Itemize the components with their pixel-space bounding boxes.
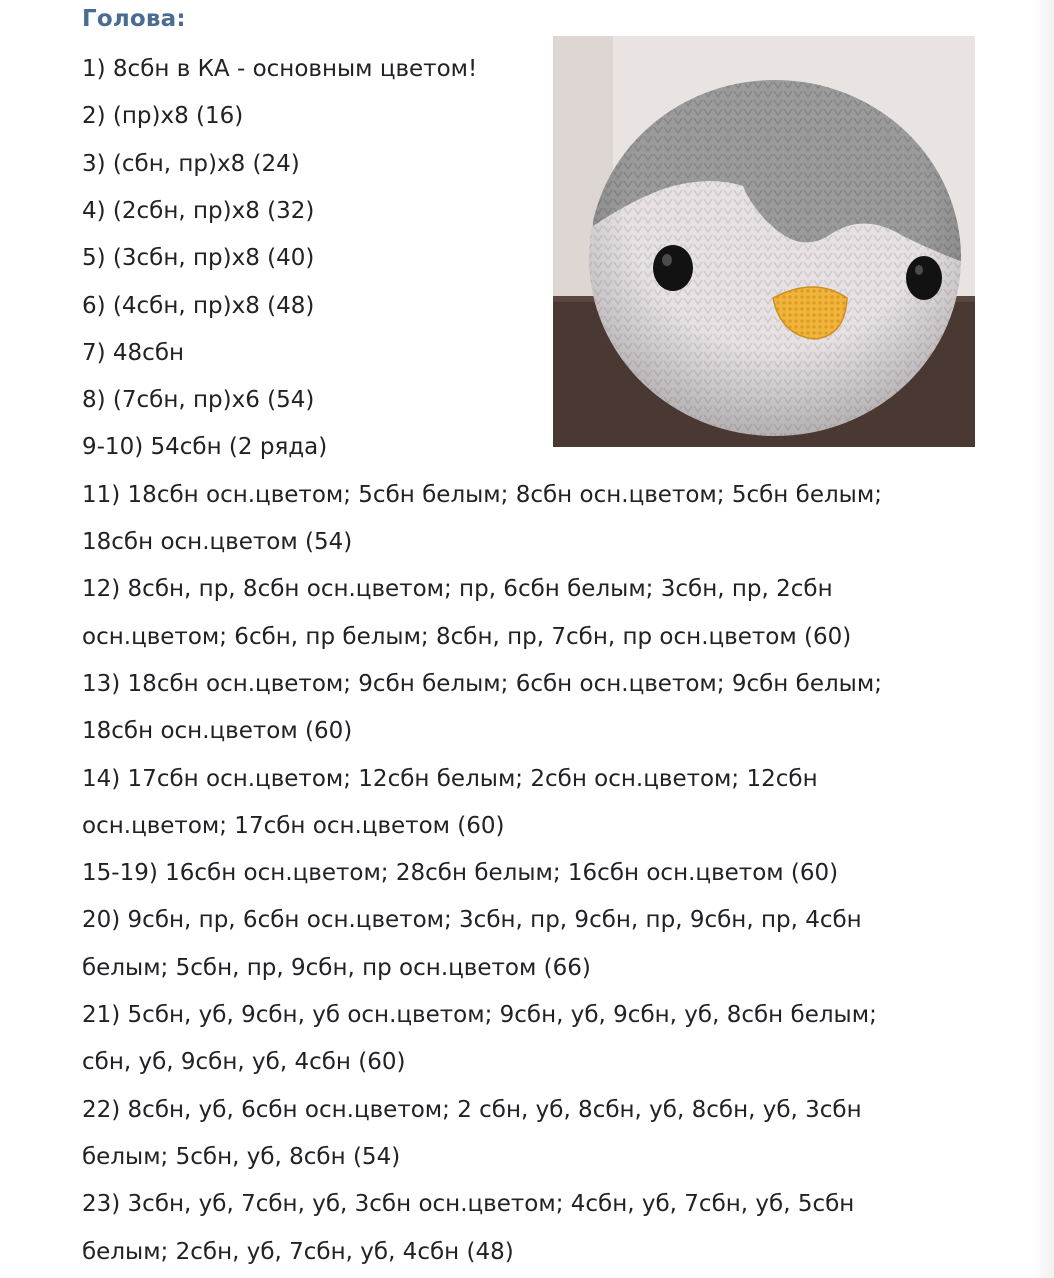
pattern-row-line: 18сбн осн.цветом (54): [82, 529, 353, 555]
pattern-row-line: 2) (пр)х8 (16): [82, 103, 244, 129]
pattern-row-line: 7) 48сбн: [82, 340, 185, 366]
pattern-row-line: белым; 5сбн, пр, 9сбн, пр осн.цветом (66): [82, 955, 591, 981]
pattern-row-line: 8) (7сбн, пр)х6 (54): [82, 387, 315, 413]
pattern-row-line: 11) 18сбн осн.цветом; 5сбн белым; 8сбн осн.цветом; 5сбн белым;: [82, 482, 882, 508]
section-title: Голова:: [82, 6, 186, 32]
pattern-row-line: 15-19) 16сбн осн.цветом; 28сбн белым; 16сбн осн.цветом (60): [82, 860, 839, 886]
pattern-row-line: белым; 2сбн, уб, 7сбн, уб, 4сбн (48): [82, 1239, 514, 1265]
pattern-row-line: белым; 5сбн, уб, 8сбн (54): [82, 1144, 401, 1170]
pattern-row-line: 14) 17сбн осн.цветом; 12сбн белым; 2сбн осн.цветом; 12сбн: [82, 766, 818, 792]
pattern-row-line: 6) (4сбн, пр)х8 (48): [82, 293, 315, 319]
pattern-row-line: 23) 3сбн, уб, 7сбн, уб, 3сбн осн.цветом; 4сбн, уб, 7сбн, уб, 5сбн: [82, 1191, 855, 1217]
page-edge: [1032, 0, 1054, 1278]
pattern-row-line: 5) (3сбн, пр)х8 (40): [82, 245, 315, 271]
pattern-row-line: 18сбн осн.цветом (60): [82, 718, 353, 744]
pattern-row-line: 12) 8сбн, пр, 8сбн осн.цветом; пр, 6сбн белым; 3сбн, пр, 2сбн: [82, 576, 833, 602]
pattern-row-line: 20) 9сбн, пр, 6сбн осн.цветом; 3сбн, пр, 9сбн, пр, 9сбн, пр, 4сбн: [82, 907, 862, 933]
pattern-row-line: 21) 5сбн, уб, 9сбн, уб осн.цветом; 9сбн, уб, 9сбн, уб, 8сбн белым;: [82, 1002, 877, 1028]
pattern-row-line: осн.цветом; 6сбн, пр белым; 8сбн, пр, 7сбн, пр осн.цветом (60): [82, 624, 852, 650]
pattern-row-line: осн.цветом; 17сбн осн.цветом (60): [82, 813, 505, 839]
pattern-row-line: 1) 8сбн в КА - основным цветом!: [82, 56, 478, 82]
pattern-row-line: 3) (сбн, пр)х8 (24): [82, 151, 300, 177]
pattern-row-line: 9-10) 54сбн (2 ряда): [82, 434, 328, 460]
pattern-row-line: 13) 18сбн осн.цветом; 9сбн белым; 6сбн осн.цветом; 9сбн белым;: [82, 671, 882, 697]
pattern-row-line: 4) (2сбн, пр)х8 (32): [82, 198, 315, 224]
pattern-row-line: 22) 8сбн, уб, 6сбн осн.цветом; 2 сбн, уб, 8сбн, уб, 8сбн, уб, 3сбн: [82, 1097, 862, 1123]
pattern-row-line: сбн, уб, 9сбн, уб, 4сбн (60): [82, 1049, 406, 1075]
crocheted-penguin-head-icon: [553, 36, 975, 447]
penguin-photo: [553, 36, 975, 447]
